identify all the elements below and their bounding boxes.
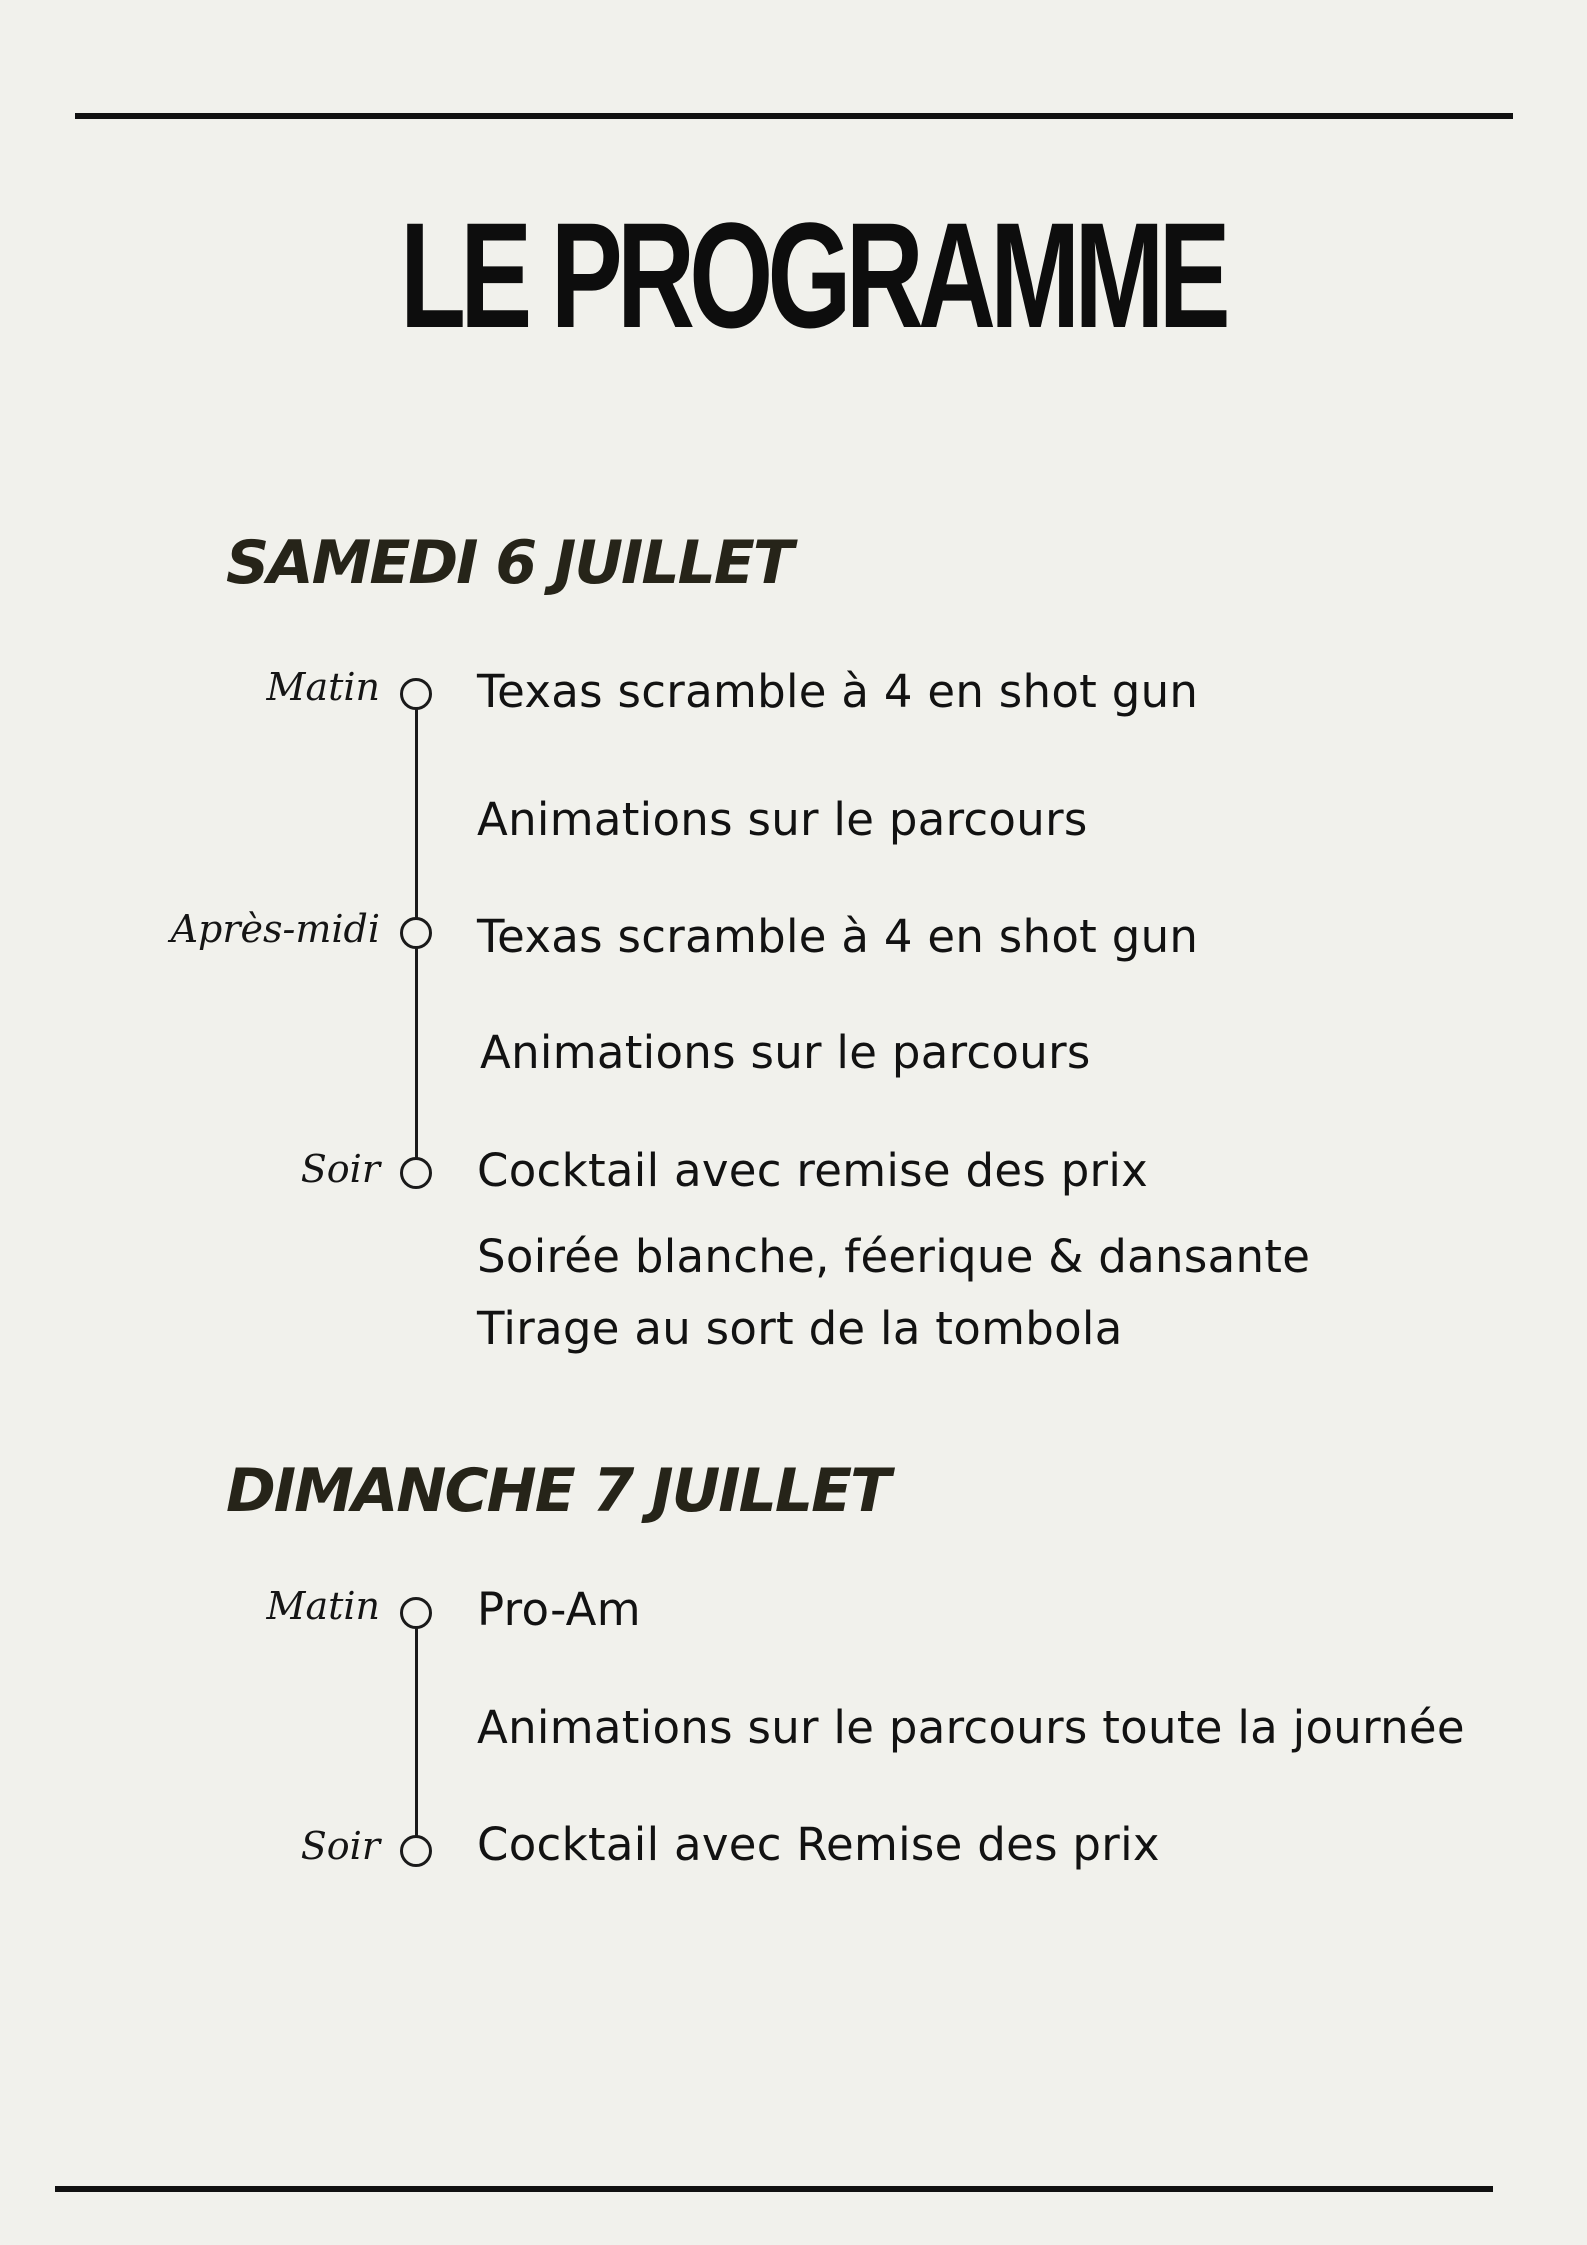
timeline-dot	[400, 678, 432, 710]
page-title: LE PROGRAMME	[400, 191, 1225, 359]
period-label-evening: Soir	[300, 1147, 380, 1191]
programme-item: Animations sur le parcours	[477, 793, 1088, 846]
timeline-dot	[400, 917, 432, 949]
period-label-morning: Matin	[266, 665, 380, 709]
programme-item: Pro-Am	[477, 1583, 641, 1636]
timeline-line	[415, 1626, 418, 1853]
programme-item: Animations sur le parcours toute la journée	[477, 1701, 1465, 1754]
programme-item: Texas scramble à 4 en shot gun	[477, 665, 1199, 718]
timeline-dot	[400, 1157, 432, 1189]
period-label-evening: Soir	[300, 1824, 380, 1868]
day-heading-sunday: DIMANCHE 7 JUILLET	[226, 1456, 889, 1526]
programme-item: Tirage au sort de la tombola	[477, 1302, 1123, 1355]
programme-item: Cocktail avec remise des prix	[477, 1144, 1149, 1197]
period-label-morning: Matin	[266, 1584, 380, 1628]
programme-item: Soirée blanche, féerique & dansante	[477, 1230, 1311, 1283]
top-divider	[75, 113, 1513, 119]
period-label-afternoon: Après-midi	[170, 907, 380, 951]
timeline-dot	[400, 1835, 432, 1867]
bottom-divider	[55, 2186, 1493, 2192]
timeline-dot	[400, 1597, 432, 1629]
day-heading-saturday: SAMEDI 6 JUILLET	[226, 528, 792, 598]
programme-item: Texas scramble à 4 en shot gun	[477, 910, 1199, 963]
programme-item: Animations sur le parcours	[480, 1026, 1091, 1079]
programme-item: Cocktail avec Remise des prix	[477, 1818, 1160, 1871]
